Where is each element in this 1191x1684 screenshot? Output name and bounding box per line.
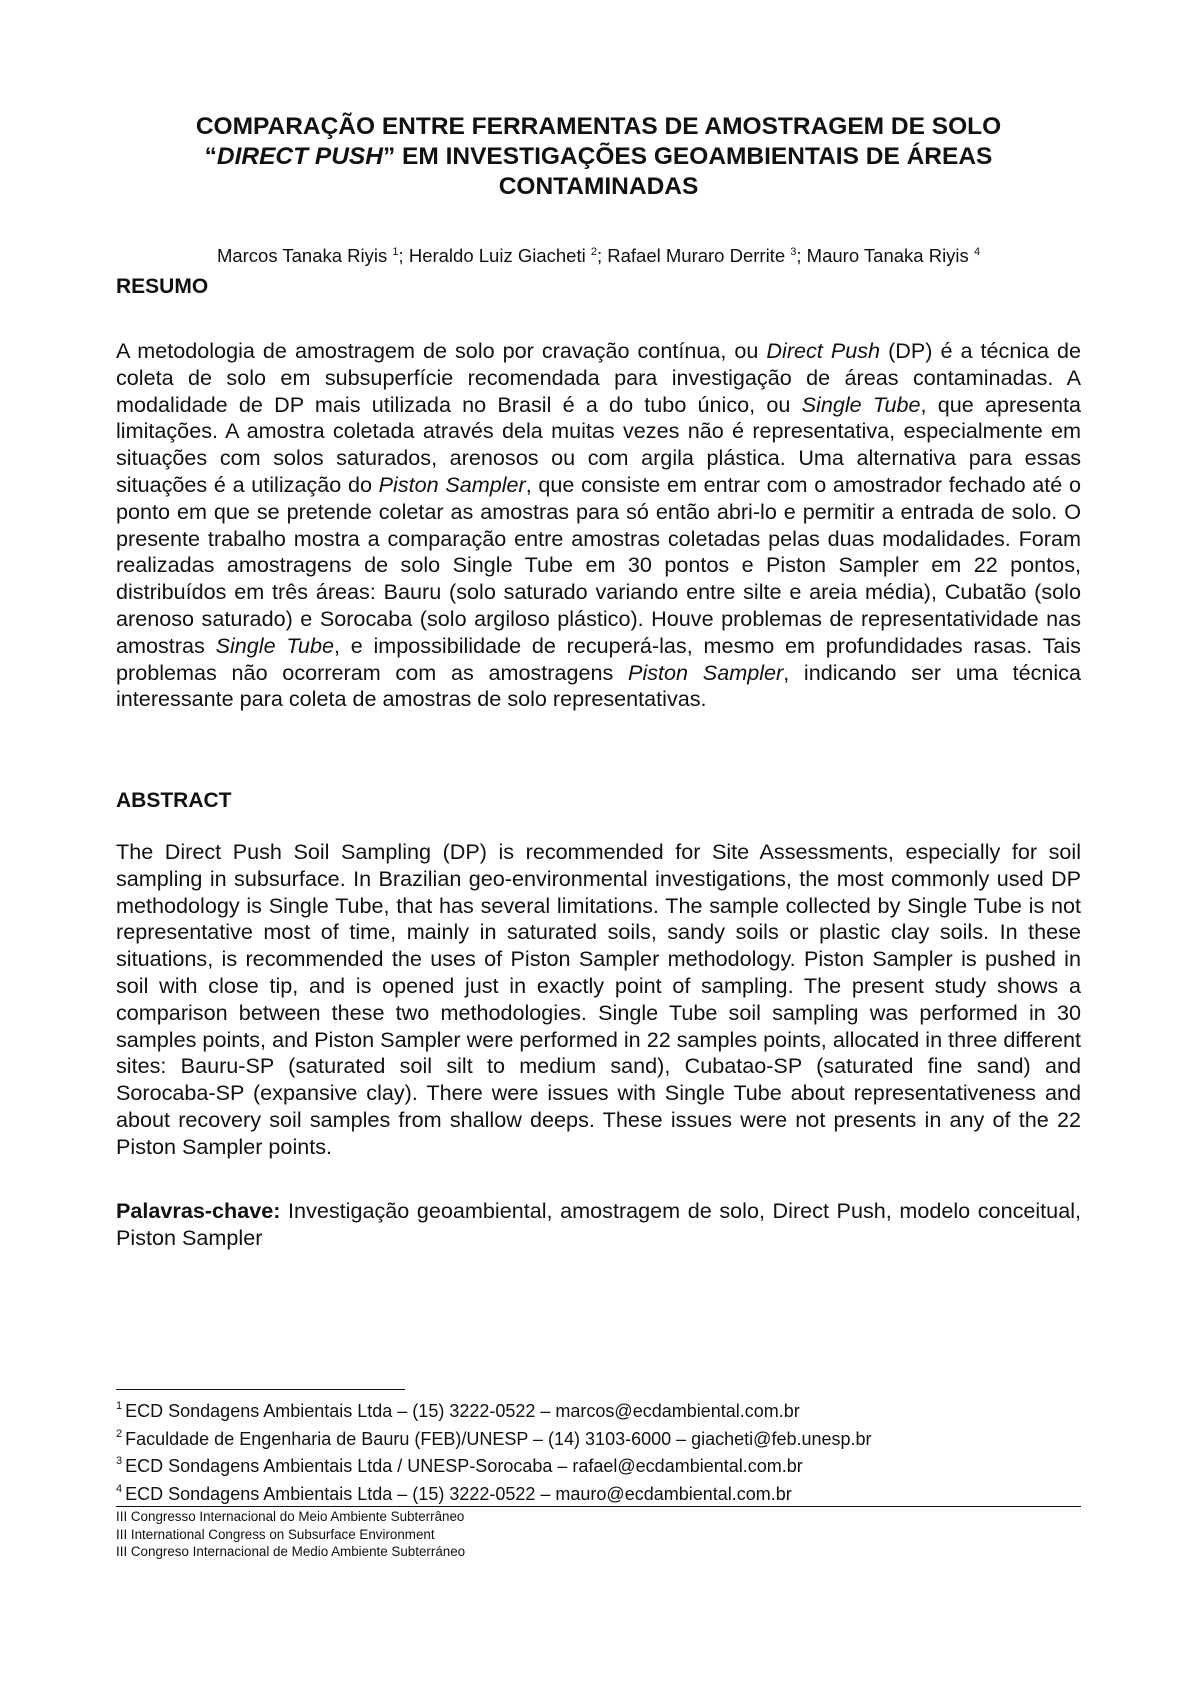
resumo-body xyxy=(116,338,1081,713)
footnote-text: ECD Sondagens Ambientais Ltda / UNESP-Sorocaba – rafael@ecdambiental.com.br xyxy=(125,1456,803,1476)
footnote-item xyxy=(116,1398,1081,1426)
paper-title xyxy=(116,112,1081,202)
text-run: , e impossibilidade de recuperá-las, mesmo em profundidades rasas. Tais problemas não ocorreram com as amostragens xyxy=(116,632,1081,685)
author-list xyxy=(116,244,1081,268)
author-separator: ; xyxy=(796,245,807,266)
footnote-number: 1 xyxy=(116,1400,123,1412)
footnote-text: ECD Sondagens Ambientais Ltda – (15) 3222-0522 – marcos@ecdambiental.com.br xyxy=(125,1401,800,1421)
footnotes xyxy=(116,1398,1081,1508)
title-close-quote: ” xyxy=(382,143,396,170)
author-affiliation-ref: 2 xyxy=(590,246,597,258)
text-run: , que consiste em entrar com o amostrador fechado até o ponto em que se pretende coletar as amostras para só então abri-lo e permitir a entrada de solo. O presente trabalho mostra a comparação entre amostras coletadas pelas duas modalidades. Foram realizadas amostragens de solo Single Tube em 30 pontos e Piston Sampler em 22 pontos, distribuídos em três áreas: Bauru (solo saturado variando entre silte e areia média), Cubatão (solo arenoso saturado) e Sorocaba (solo argiloso plástico). Houve problemas de representatividade nas amostras xyxy=(116,471,1081,658)
footer-divider xyxy=(116,1506,1081,1507)
footnote-item xyxy=(116,1426,1081,1454)
italic-term: Piston Sampler xyxy=(628,659,784,685)
author-name: Mauro Tanaka Riyis xyxy=(806,245,969,266)
author-name: Rafael Muraro Derrite xyxy=(607,245,786,266)
abstract-heading: ABSTRACT xyxy=(116,789,232,812)
text-run: A metodologia de amostragem de solo por cravação contínua, ou xyxy=(116,338,767,363)
title-open-quote: “ xyxy=(204,143,217,170)
italic-term: Single Tube xyxy=(215,632,334,658)
footnote-item xyxy=(116,1453,1081,1481)
author-name: Heraldo Luiz Giacheti xyxy=(408,245,586,266)
author-affiliation-ref: 1 xyxy=(392,246,399,258)
italic-term: Piston Sampler xyxy=(378,471,526,497)
author-name: Marcos Tanaka Riyis xyxy=(216,245,388,266)
conference-footer xyxy=(116,1508,465,1561)
footnote-text: Faculdade de Engenharia de Bauru (FEB)/UNESP – (14) 3103-6000 – giacheti@feb.unesp.br xyxy=(125,1428,872,1449)
author-separator: ; xyxy=(596,245,608,266)
keywords-text: Investigação geoambiental, amostragem de solo, Direct Push, modelo conceitual, Piston Sampler xyxy=(116,1198,1081,1250)
author-separator: ; xyxy=(398,245,409,266)
footnote-number: 3 xyxy=(116,1455,123,1467)
footnote-item xyxy=(116,1481,1081,1509)
footnote-number: 4 xyxy=(116,1482,123,1495)
paper-page xyxy=(116,0,1081,1684)
text-run: (DP) é a técnica de coleta de solo em subsuperfície recomendada para investigação de áreas contaminadas. A modalidade de DP mais utilizada no Brasil é a do tubo único, ou xyxy=(116,338,1081,417)
title-line-2-rest: EM INVESTIGAÇÕES GEOAMBIENTAIS DE ÁREAS xyxy=(395,143,993,170)
footnote-divider xyxy=(116,1389,405,1390)
conference-name: III International Congress on Subsurface Environment xyxy=(116,1526,435,1542)
footnote-text: ECD Sondagens Ambientais Ltda – (15) 3222-0522 – mauro@ecdambiental.com.br xyxy=(125,1483,792,1504)
resumo-heading: RESUMO xyxy=(116,275,209,298)
keywords-label: Palavras-chave: xyxy=(116,1198,281,1223)
text-run: , que apresenta limitações. A amostra coletada através dela muitas vezes não é representativa, especialmente em situações com solos saturados, arenosos ou com argila plástica. Uma alternativa para essas situações é a utilização do xyxy=(116,391,1081,497)
author-affiliation-ref: 4 xyxy=(973,246,981,258)
title-line-1: COMPARAÇÃO ENTRE FERRAMENTAS DE AMOSTRAGEM DE SOLO xyxy=(195,113,1002,140)
conference-name: III Congresso Internacional do Meio Ambiente Subterrâneo xyxy=(116,1509,465,1524)
title-line-2 xyxy=(116,142,1081,172)
footnote-number: 2 xyxy=(116,1427,123,1440)
text-run: , indicando ser uma técnica interessante para coleta de amostras de solo representativas. xyxy=(116,659,1081,712)
title-line-3: CONTAMINADAS xyxy=(498,173,699,200)
author-affiliation-ref: 3 xyxy=(790,246,797,258)
keywords xyxy=(116,1198,1081,1252)
title-italic-term: DIRECT PUSH xyxy=(216,143,383,170)
italic-term: Single Tube xyxy=(801,391,921,417)
italic-term: Direct Push xyxy=(766,338,881,363)
conference-name: III Congreso Internacional de Medio Ambiente Subterráneo xyxy=(116,1544,466,1559)
abstract-body: The Direct Push Soil Sampling (DP) is recommended for Site Assessments, especially for soil sampling in subsurface. In Brazilian geo-environmental investigations, the most commonly used DP methodology is Single Tube, that has several limitations. The sample collected by Single Tube is not representative most of time, mainly in saturated soils, sandy soils or plastic clay soils. In these situations, is recommended the uses of Piston Sampler methodology. Piston Sampler is pushed in soil with close tip, and is opened just in exactly point of sampling. The present study shows a comparison between these two methodologies. Single Tube soil sampling was performed in 30 samples points, and Piston Sampler were performed in 22 samples points, allocated in three different sites: Bauru-SP (saturated soil silt to medium sand), Cubatao-SP (saturated fine sand) and Sorocaba-SP (expansive clay). There were issues with Single Tube about representativeness and about recovery soil samples from shallow deeps. These issues were not presents in any of the 22 Piston Sampler points. xyxy=(116,839,1081,1159)
